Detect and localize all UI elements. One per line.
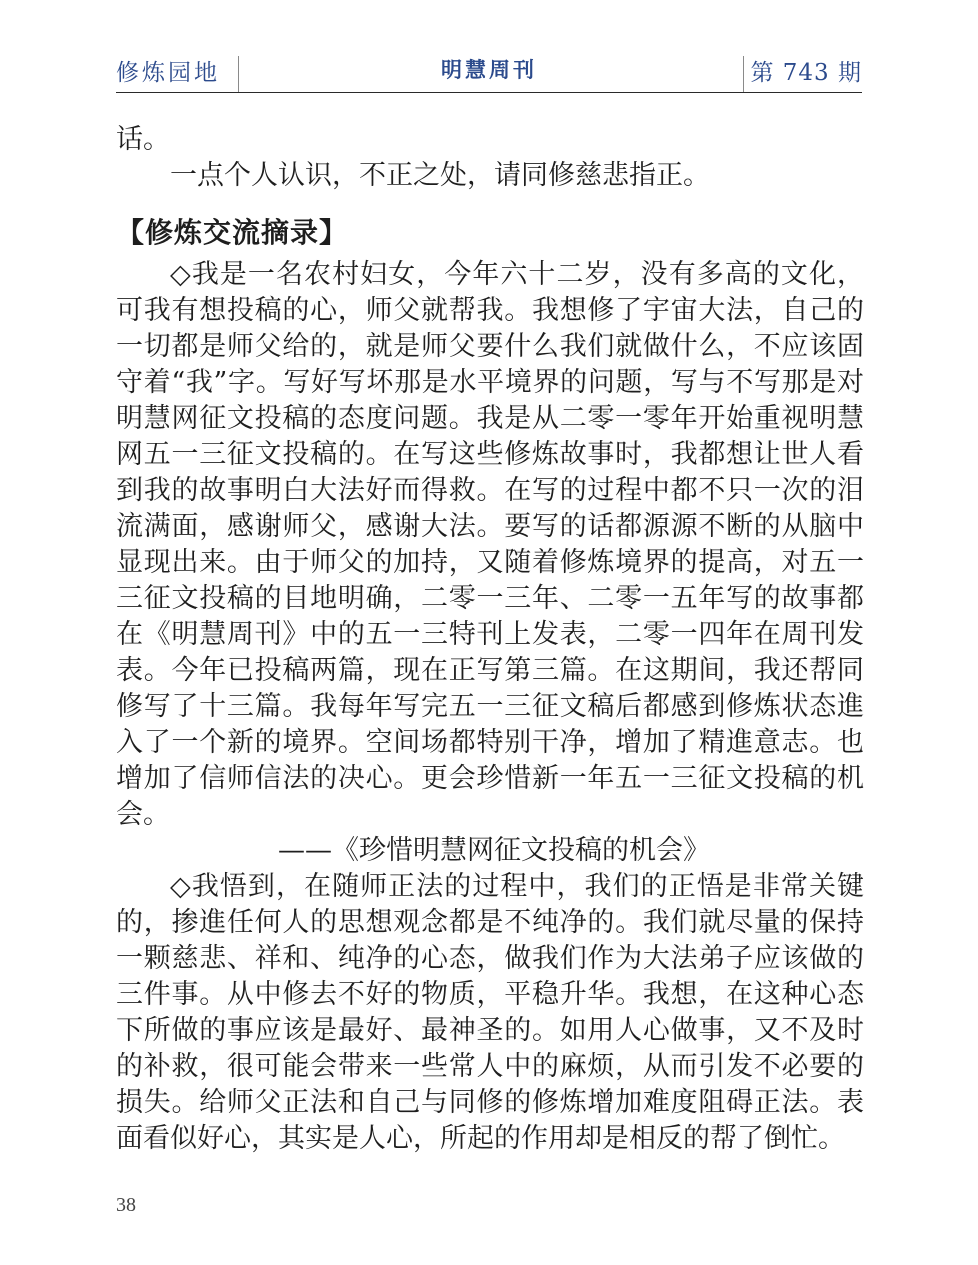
excerpt-paragraph-1: ◇我是一名农村妇女，今年六十二岁，没有多高的文化，可我有想投稿的心，师父就帮我。我想修了宇宙大法，自己的一切都是师父给的，就是师父要什么我们就做什么，不应该固守着“我”字。写好写坏那是水平境界的问题，写与不写那是对明慧网征文投稿的态度问题。我是从二零一零年开始重视明慧网五一三征文投稿的。在写这些修炼故事时，我都想让世人看到我的故事明白大法好而得救。在写的过程中都不只一次的泪流满面，感谢师父，感谢大法。要写的话都源源不断的从脑中显现出来。由于师父的加持，又随着修炼境界的提高，对五一三征文投稿的目地明确，二零一三年、二零一五年写的故事都在《明慧周刊》中的五一三特刊上发表，二零一四年在周刊发表。今年已投稿两篇，现在正写第三篇。在这期间，我还帮同修写了十三篇。我每年写完五一三征文稿后都感到修炼状态進入了一个新的境界。空间场都特别干净，增加了精進意志。也增加了信师信法的决心。更会珍惜新一年五一三征文投稿的机会。 [116, 259, 864, 830]
section-heading: 【修炼交流摘录】 [116, 216, 349, 249]
continuation-paragraph: 话。 [116, 124, 170, 155]
excerpt-paragraph-2: ◇我悟到，在随师正法的过程中，我们的正悟是非常关键的，掺進任何人的思想观念都是不纯净的。我们就尽量的保持一颗慈悲、祥和、纯净的心态，做我们作为大法弟子应该做的三件事。从中修去不好的物质，平稳升华。我想，在这种心态下所做的事应该是最好、最神圣的。如用人心做事，又不及时的补救，很可能会带来一些常人中的麻烦，从而引发不必要的损失。给师父正法和自己与同修的修炼增加难度阻碍正法。表面看似好心，其实是人心，所起的作用却是相反的帮了倒忙。 [116, 871, 864, 1154]
issue-number: 第 743 期 [750, 60, 862, 86]
closing-paragraph: 一点个人认识，不正之处，请同修慈悲指正。 [170, 160, 710, 191]
publication-title: 明慧周刊 [441, 58, 537, 82]
section-name: 修炼园地 [116, 60, 220, 86]
running-header [116, 44, 862, 93]
page-number: 38 [116, 1194, 136, 1216]
article-body [116, 122, 864, 1157]
header-divider-right [743, 56, 744, 92]
excerpt-source-1: ——《珍惜明慧网征文投稿的机会》 [278, 835, 710, 866]
